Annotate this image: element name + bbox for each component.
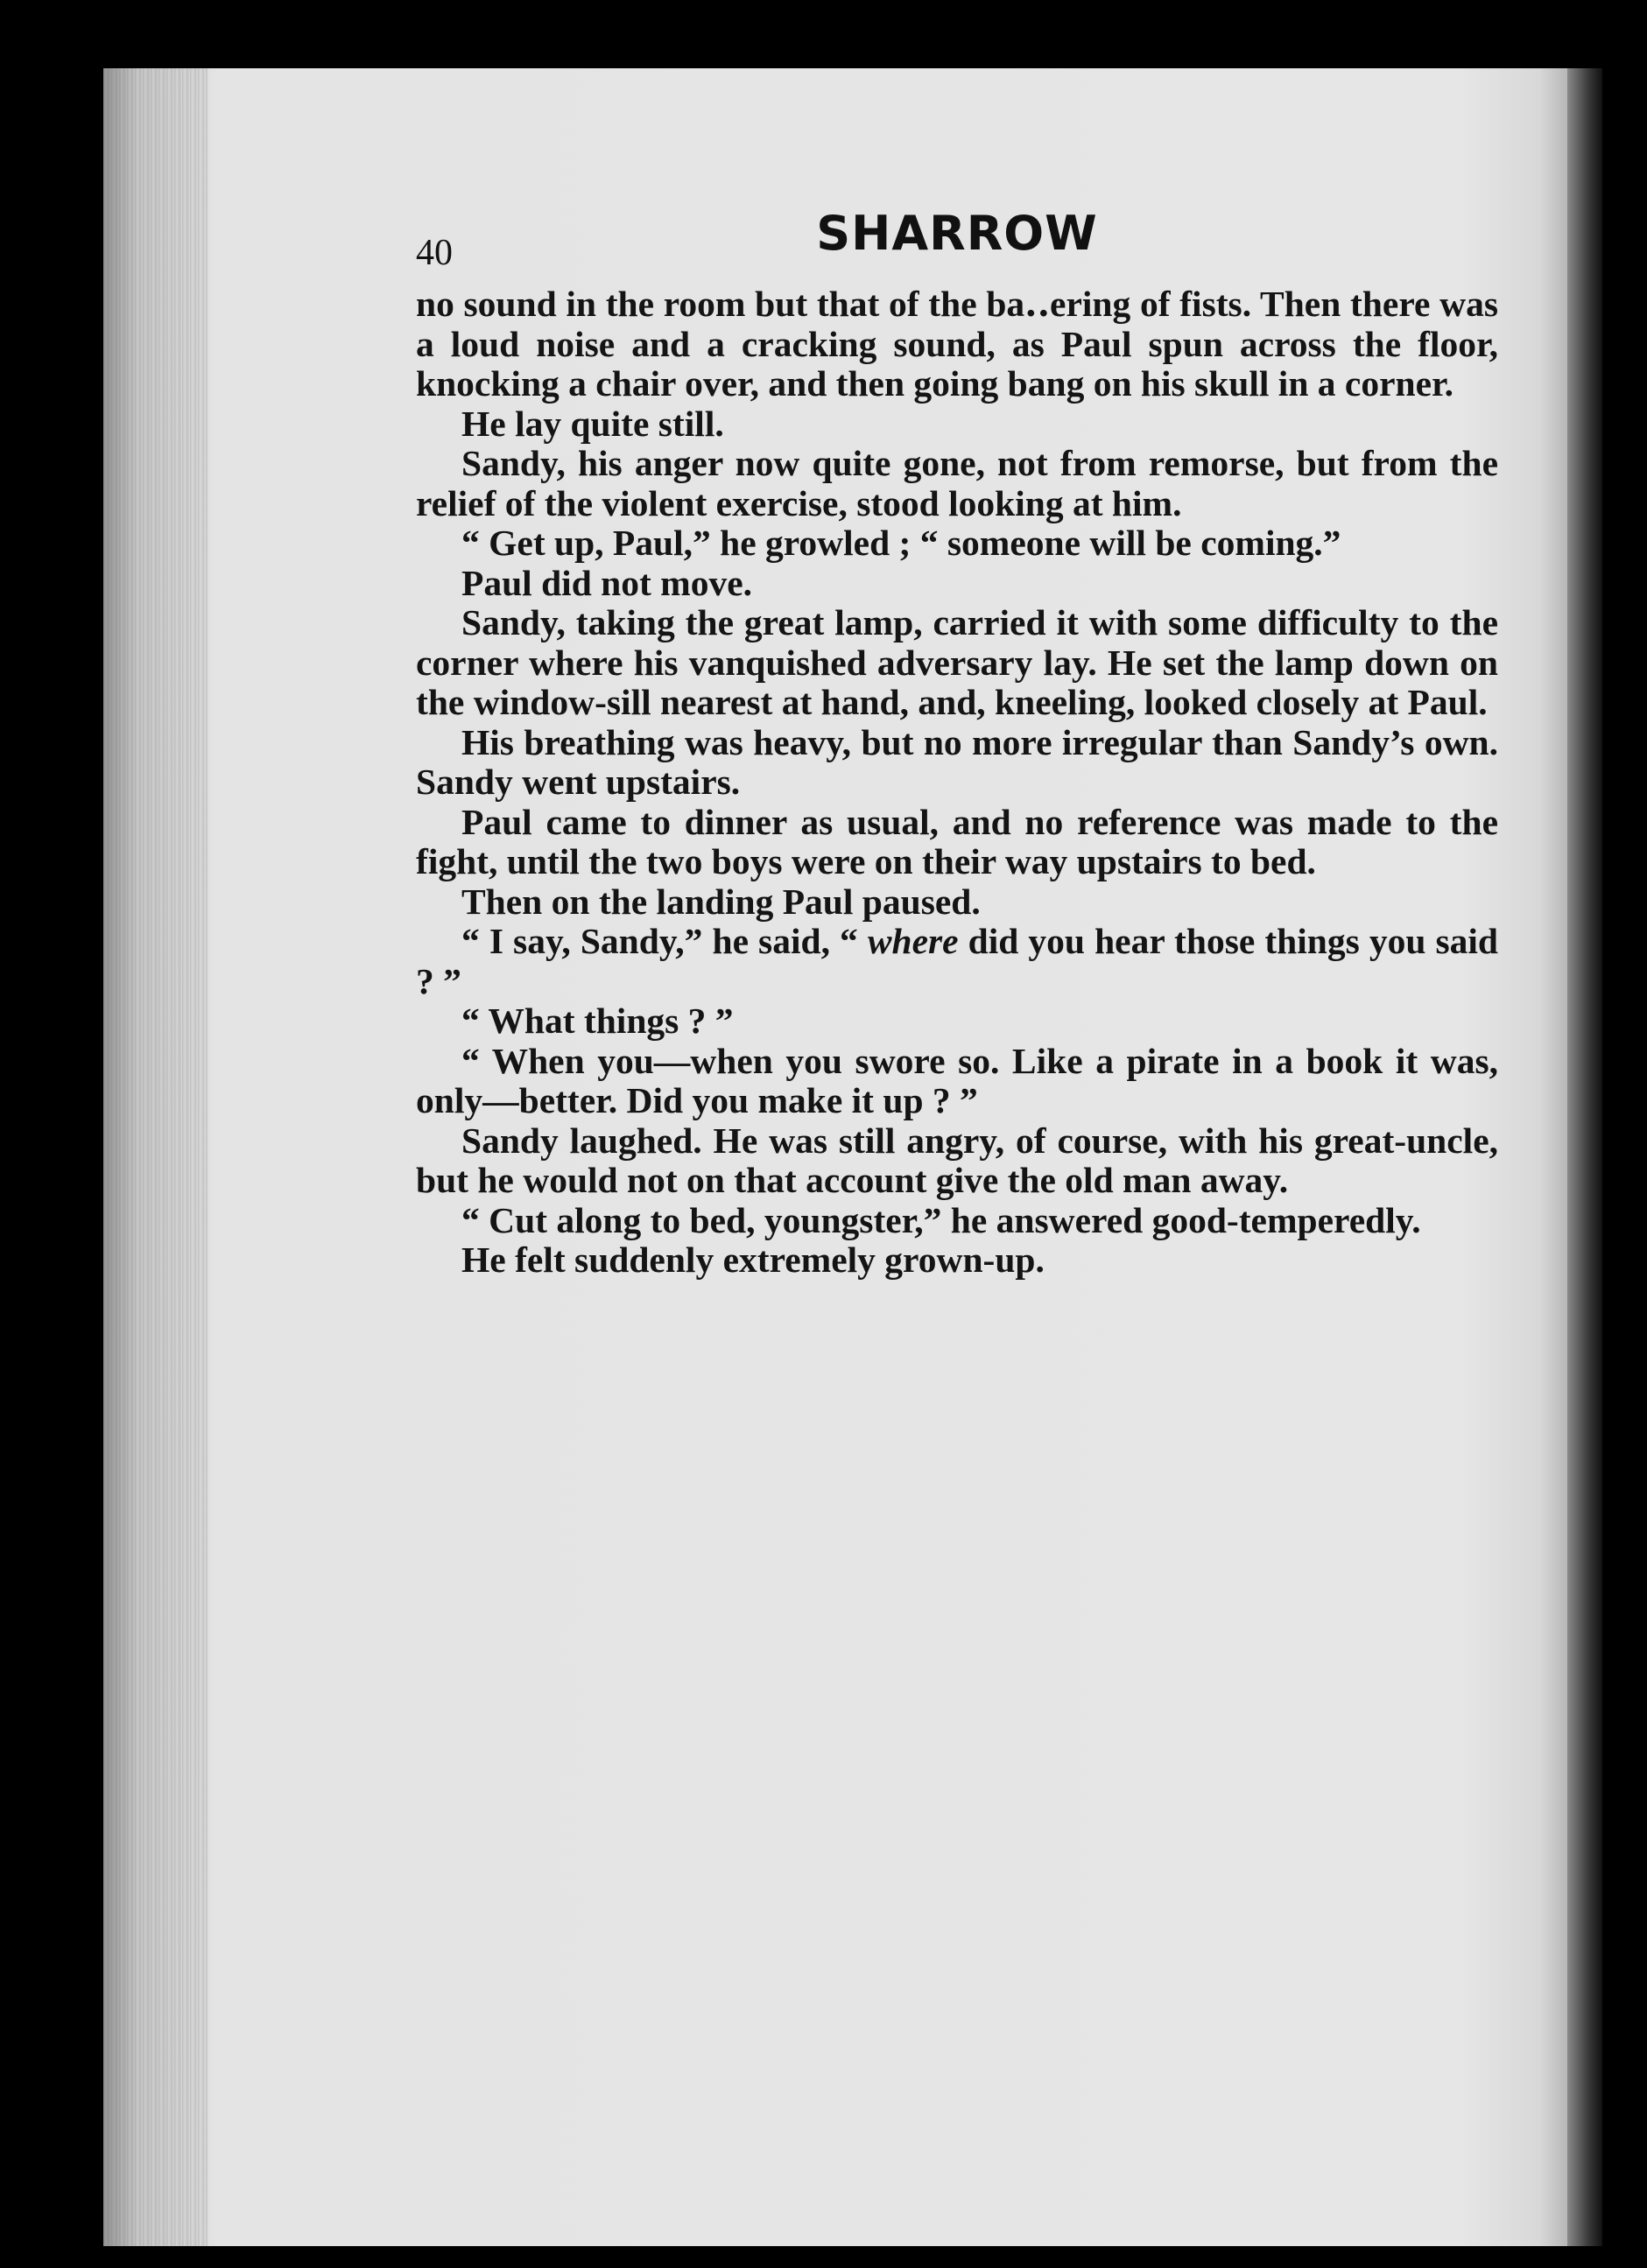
paragraph: Sandy laughed. He was still angry, of course, with his great-uncle, but he would not on that account give the old man away.	[416, 1120, 1498, 1200]
page-number: 40	[416, 233, 453, 273]
paragraph-with-italic	[416, 922, 1498, 1001]
running-head	[416, 206, 1498, 276]
italic-para-after: did you hear those things you said ? ”	[416, 921, 1498, 1001]
page-edge-shadow	[1567, 68, 1602, 2246]
paragraph: “ Cut along to bed, youngster,” he answered good-temperedly.	[461, 1199, 1421, 1240]
binding-gutter	[103, 68, 208, 2246]
paragraph: Paul came to dinner as usual, and no reference was made to the fight, until the two boys were on their way upstairs to bed.	[416, 801, 1498, 881]
italic-word: where	[867, 921, 959, 961]
paragraph: “ When you—when you swore so. Like a pirate in a book it was, only—better. Did you make it up ? ”	[416, 1040, 1498, 1120]
paragraph: Paul did not move.	[461, 562, 753, 603]
paragraph: Sandy, taking the great lamp, carried it with some difficulty to the corner where his vanquished adversary lay. He set the lamp down on the window-sill nearest at hand, and, kneeling, looked closely at Paul.	[416, 602, 1498, 722]
paragraph: Sandy, his anger now quite gone, not from remorse, but from the relief of the violent exercise, stood looking at him.	[416, 443, 1498, 523]
paragraph: He felt suddenly extremely grown-up.	[461, 1239, 1045, 1280]
body-text	[416, 284, 1498, 1281]
paragraph: no sound in the room but that of the ba․․ering of fists. Then there was a loud noise and a cracking sound, as Paul spun across the floor, knocking a chair over, and then going bang on his skull in a corner.	[416, 284, 1498, 404]
paragraph: “ What things ? ”	[461, 1001, 734, 1041]
page-content	[416, 206, 1498, 1281]
paragraph: He lay quite still.	[461, 403, 724, 444]
paragraph: Then on the landing Paul paused.	[461, 881, 981, 922]
running-title: SHARROW	[816, 206, 1098, 261]
italic-para-before: “ I say, Sandy,” he said, “	[461, 921, 868, 961]
paragraph: “ Get up, Paul,” he growled ; “ someone will be coming.”	[461, 523, 1341, 563]
paragraph: His breathing was heavy, but no more irregular than Sandy’s own. Sandy went upstairs.	[416, 721, 1498, 802]
